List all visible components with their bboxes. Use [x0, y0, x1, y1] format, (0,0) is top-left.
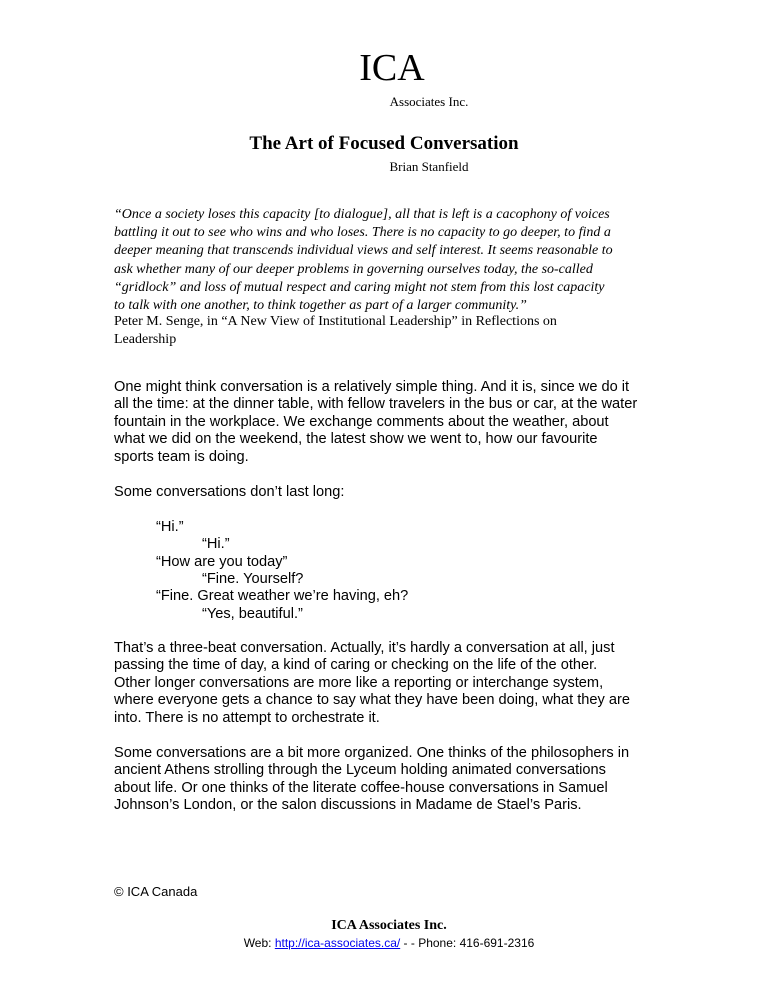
document-title: The Art of Focused Conversation: [249, 133, 519, 154]
paragraph-line: Other longer conversations are more like a reporting or interchange system,: [114, 674, 604, 691]
dialogue-line: “Fine. Yourself?: [202, 571, 304, 587]
dialogue-line: “How are you today”: [156, 554, 288, 570]
web-label: Web:: [243, 936, 275, 950]
quote-line: deeper meaning that transcends individual views and self interest. It seems reasonable to: [114, 243, 613, 259]
epigraph-quote: [114, 206, 654, 315]
footer-separator: - -: [400, 936, 419, 950]
quote-line: ask whether many of our deeper problems in governing ourselves today, the so-called: [114, 261, 593, 277]
paragraph-1: [114, 379, 674, 466]
document-author: Brian Stanfield: [389, 159, 469, 174]
paragraph-line: sports team is doing.: [114, 448, 249, 465]
footer-organization: ICA Associates Inc.: [331, 918, 447, 933]
paragraph-line: into. There is no attempt to orchestrate it.: [114, 709, 380, 726]
phone-number: Phone: 416-691-2316: [418, 936, 535, 950]
paragraph-line: That’s a three-beat conversation. Actually, it’s hardly a conversation at all, just: [114, 640, 615, 656]
dialogue-line: “Hi.”: [202, 536, 230, 552]
dialogue-line: “Hi.”: [156, 519, 184, 535]
paragraph-line: what we did on the weekend, the latest show we went to, how our favourite: [114, 431, 598, 448]
logo-title: ICA: [359, 47, 425, 89]
paragraph-2: [114, 484, 674, 501]
quote-line: “Once a society loses this capacity [to dialogue], all that is left is a cacophony of voices: [114, 207, 610, 222]
quote-attribution: [114, 313, 654, 348]
paragraph-line: all the time: at the dinner table, with fellow travelers in the bus or car, at the water: [114, 396, 638, 413]
footer-copyright: © ICA Canada: [114, 884, 198, 899]
logo-subtitle: Associates Inc.: [389, 94, 469, 109]
attribution-line: Peter M. Senge, in “A New View of Institutional Leadership” in Reflections on: [114, 314, 557, 329]
paragraph-line: ancient Athens strolling through the Lyceum holding animated conversations: [114, 762, 606, 779]
paragraph-line: where everyone gets a chance to say what they have been doing, what they are: [114, 692, 630, 709]
quote-line: to talk with one another, to think together as part of a larger community.”: [114, 298, 527, 314]
paragraph-3: [114, 640, 674, 727]
paragraph-line: about life. Or one thinks of the literate coffee-house conversations in Samuel: [114, 779, 608, 796]
website-link[interactable]: http://ica-associates.ca/: [274, 936, 401, 950]
attribution-line: Leadership: [114, 331, 177, 347]
paragraph-line: One might think conversation is a relatively simple thing. And it is, since we do it: [114, 379, 630, 395]
paragraph-line: Some conversations don’t last long:: [114, 484, 345, 500]
footer-contact: [0, 936, 768, 950]
quote-line: battling it out to see who wins and who loses. There is no capacity to go deeper, to find a: [114, 225, 611, 241]
paragraph-line: passing the time of day, a kind of caring or checking on the life of the other.: [114, 657, 598, 674]
dialogue-line: “Yes, beautiful.”: [202, 606, 303, 622]
paragraph-4: [114, 745, 674, 815]
paragraph-line: fountain in the workplace. We exchange comments about the weather, about: [114, 413, 609, 430]
quote-line: “gridlock” and loss of mutual respect and caring might not stem from this lost capacity: [114, 279, 605, 295]
paragraph-line: Some conversations are a bit more organized. One thinks of the philosophers in: [114, 745, 630, 761]
dialogue-line: “Fine. Great weather we’re having, eh?: [156, 588, 409, 604]
paragraph-line: Johnson’s London, or the salon discussions in Madame de Stael’s Paris.: [114, 797, 582, 814]
